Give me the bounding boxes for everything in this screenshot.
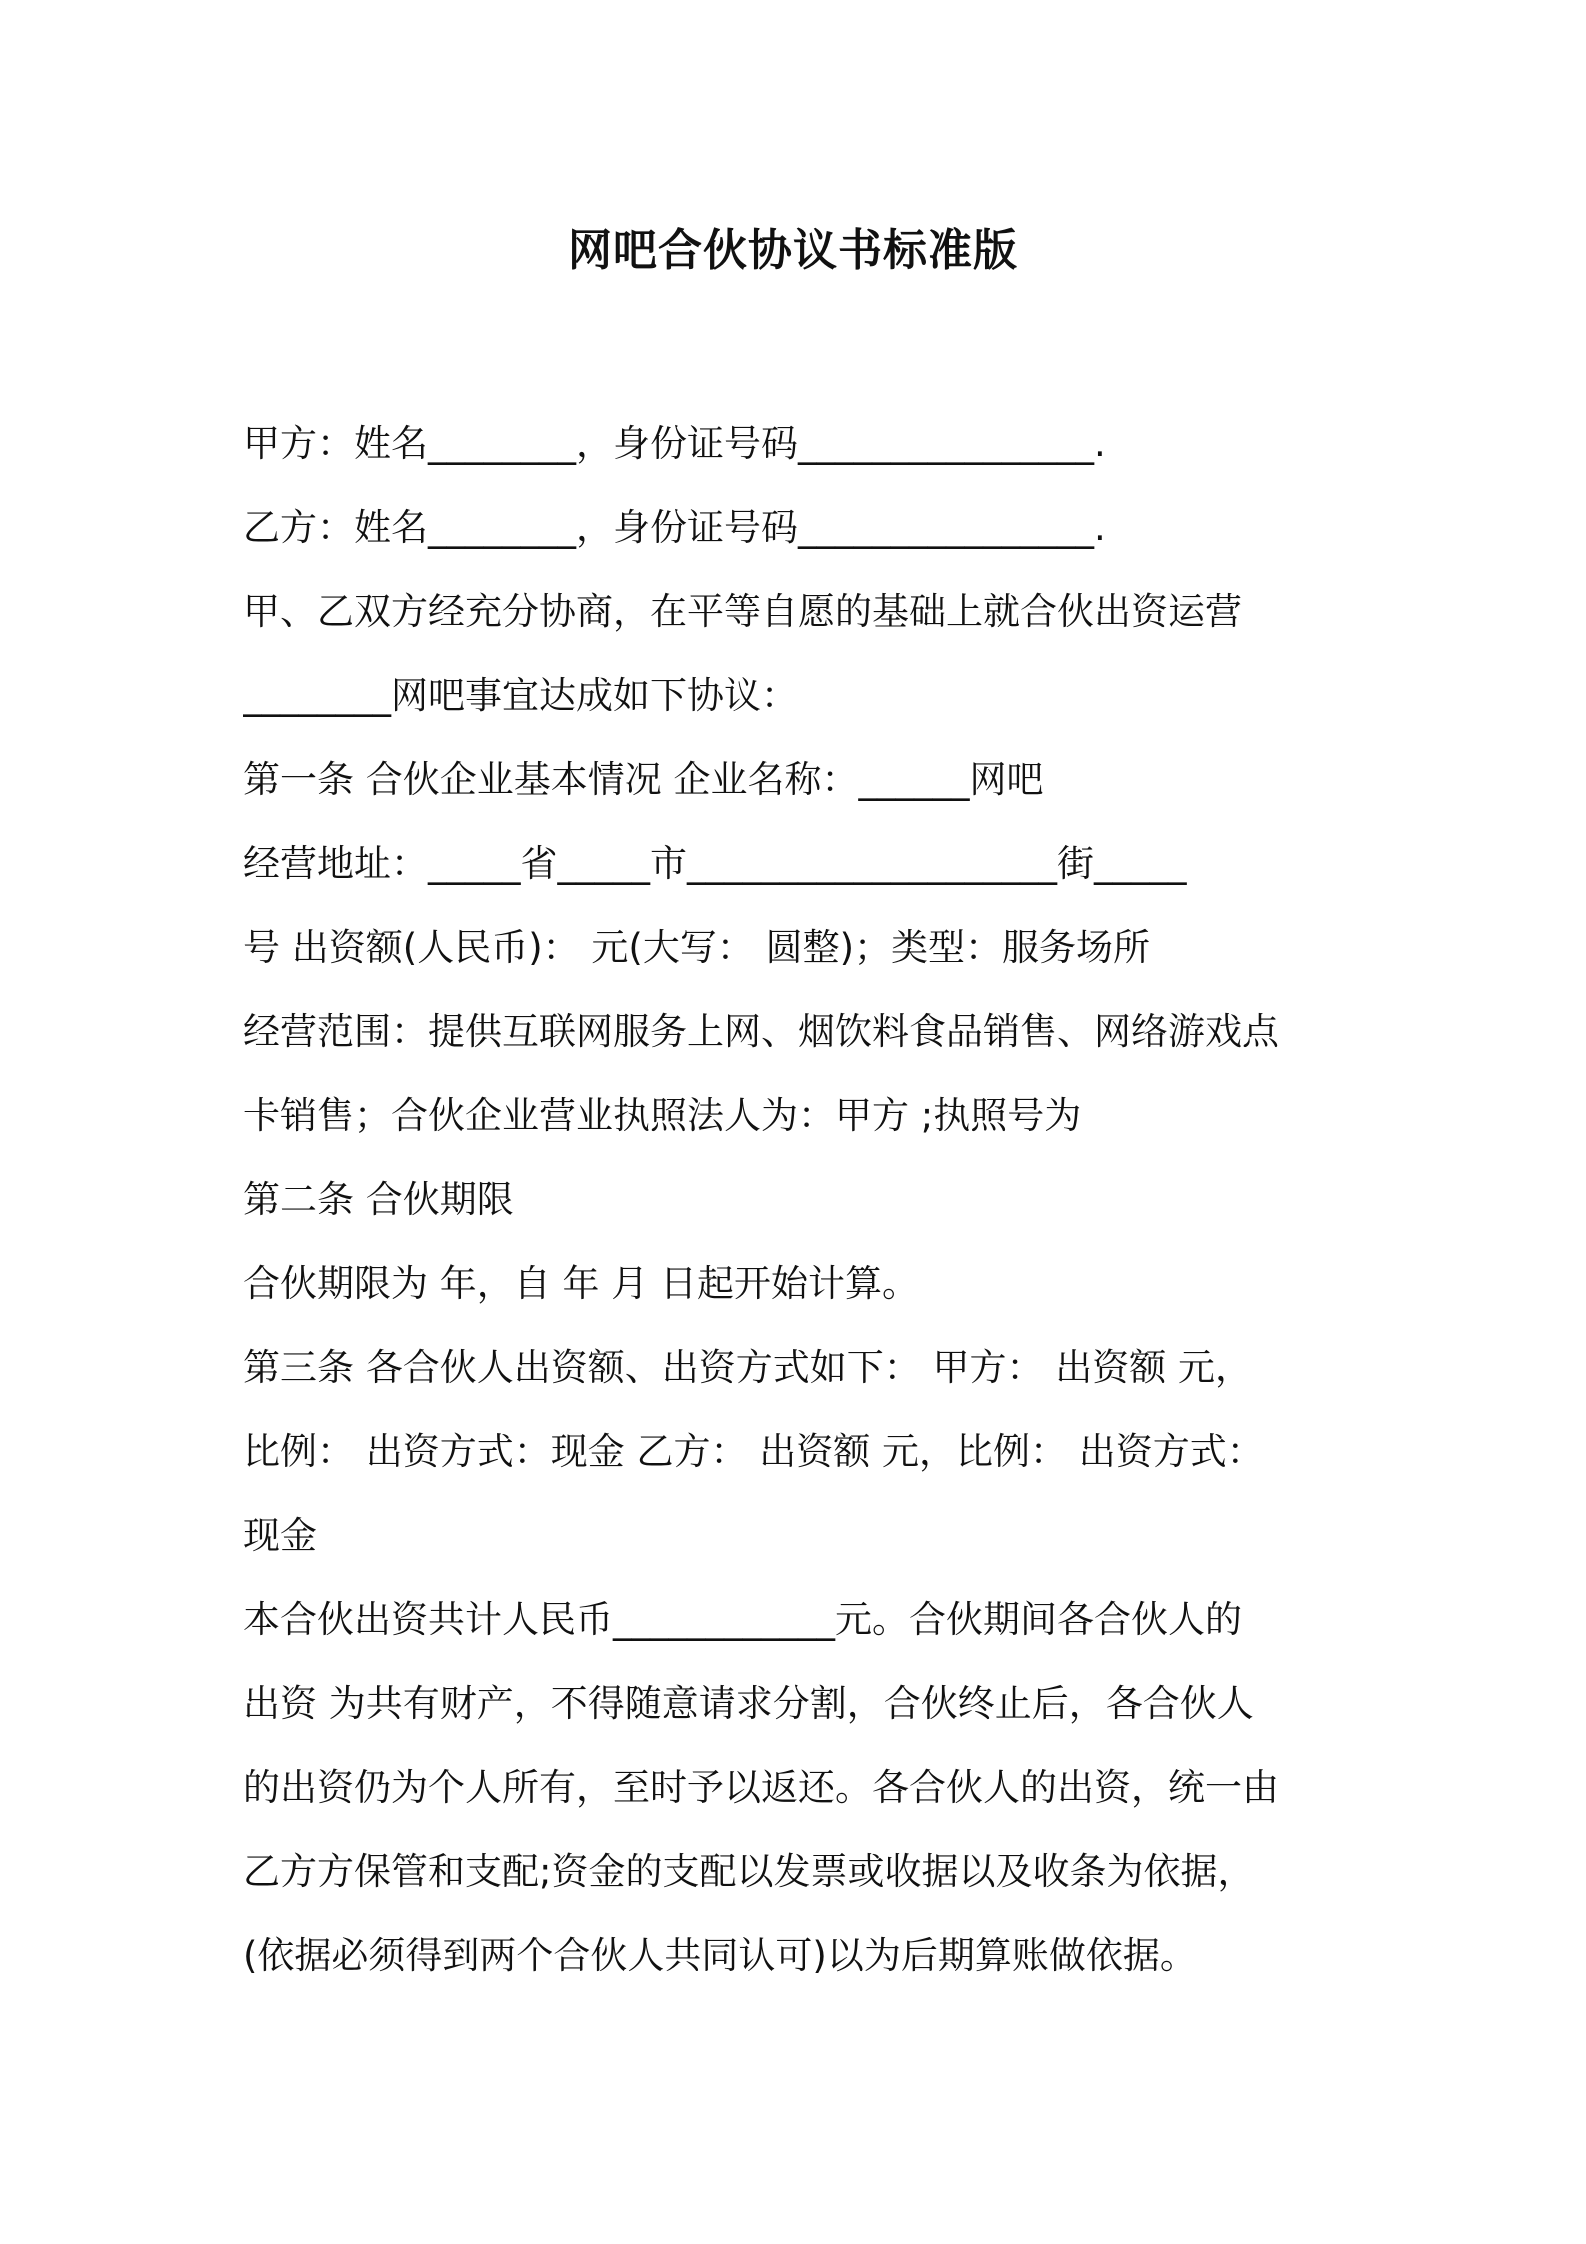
capital-paragraph-line-3: 的出资仍为个人所有，至时予以返还。各合伙人的出资，统一由 <box>243 1766 1279 1809</box>
capital-paragraph-line-1: 本合伙出资共计人民币____________元。合伙期间各合伙人的 <box>243 1598 1242 1641</box>
article-1-heading: 第一条 合伙企业基本情况 企业名称：______网吧 <box>243 758 1044 801</box>
capital-paragraph-line-4: 乙方方保管和支配;资金的支配以发票或收据以及收条为依据， <box>243 1850 1255 1893</box>
article-3-line-3: 现金 <box>243 1514 317 1557</box>
capital-paragraph-line-2: 出资 为共有财产，不得随意请求分割，合伙终止后，各合伙人 <box>243 1682 1254 1725</box>
preamble-line-2: ________网吧事宜达成如下协议： <box>243 674 798 717</box>
article-2-heading: 第二条 合伙期限 <box>243 1178 514 1221</box>
business-scope-line-1: 经营范围：提供互联网服务上网、烟饮料食品销售、网络游戏点 <box>243 1010 1279 1053</box>
business-scope-line-2: 卡销售；合伙企业营业执照法人为：甲方 ;执照号为 <box>243 1094 1082 1137</box>
article-3-line-2: 比例： 出资方式：现金 乙方： 出资额 元，比例： 出资方式： <box>243 1430 1264 1473</box>
preamble-line-1: 甲、乙双方经充分协商，在平等自愿的基础上就合伙出资运营 <box>243 590 1242 633</box>
term-line: 合伙期限为 年，自 年 月 日起开始计算。 <box>243 1262 920 1305</box>
party-b-line: 乙方：姓名________，身份证号码________________. <box>243 506 1106 549</box>
party-a-line: 甲方：姓名________，身份证号码________________. <box>243 422 1106 465</box>
article-3-line-1: 第三条 各合伙人出资额、出资方式如下： 甲方： 出资额 元， <box>243 1346 1253 1389</box>
business-address-line: 经营地址：_____省_____市____________________街_____ <box>243 842 1187 885</box>
document-title: 网吧合伙协议书标准版 <box>568 225 1018 276</box>
capital-paragraph-line-5: (依据必须得到两个合伙人共同认可)以为后期算账做依据。 <box>243 1934 1197 1977</box>
capital-type-line: 号 出资额(人民币)： 元(大写： 圆整)；类型：服务场所 <box>243 926 1151 969</box>
